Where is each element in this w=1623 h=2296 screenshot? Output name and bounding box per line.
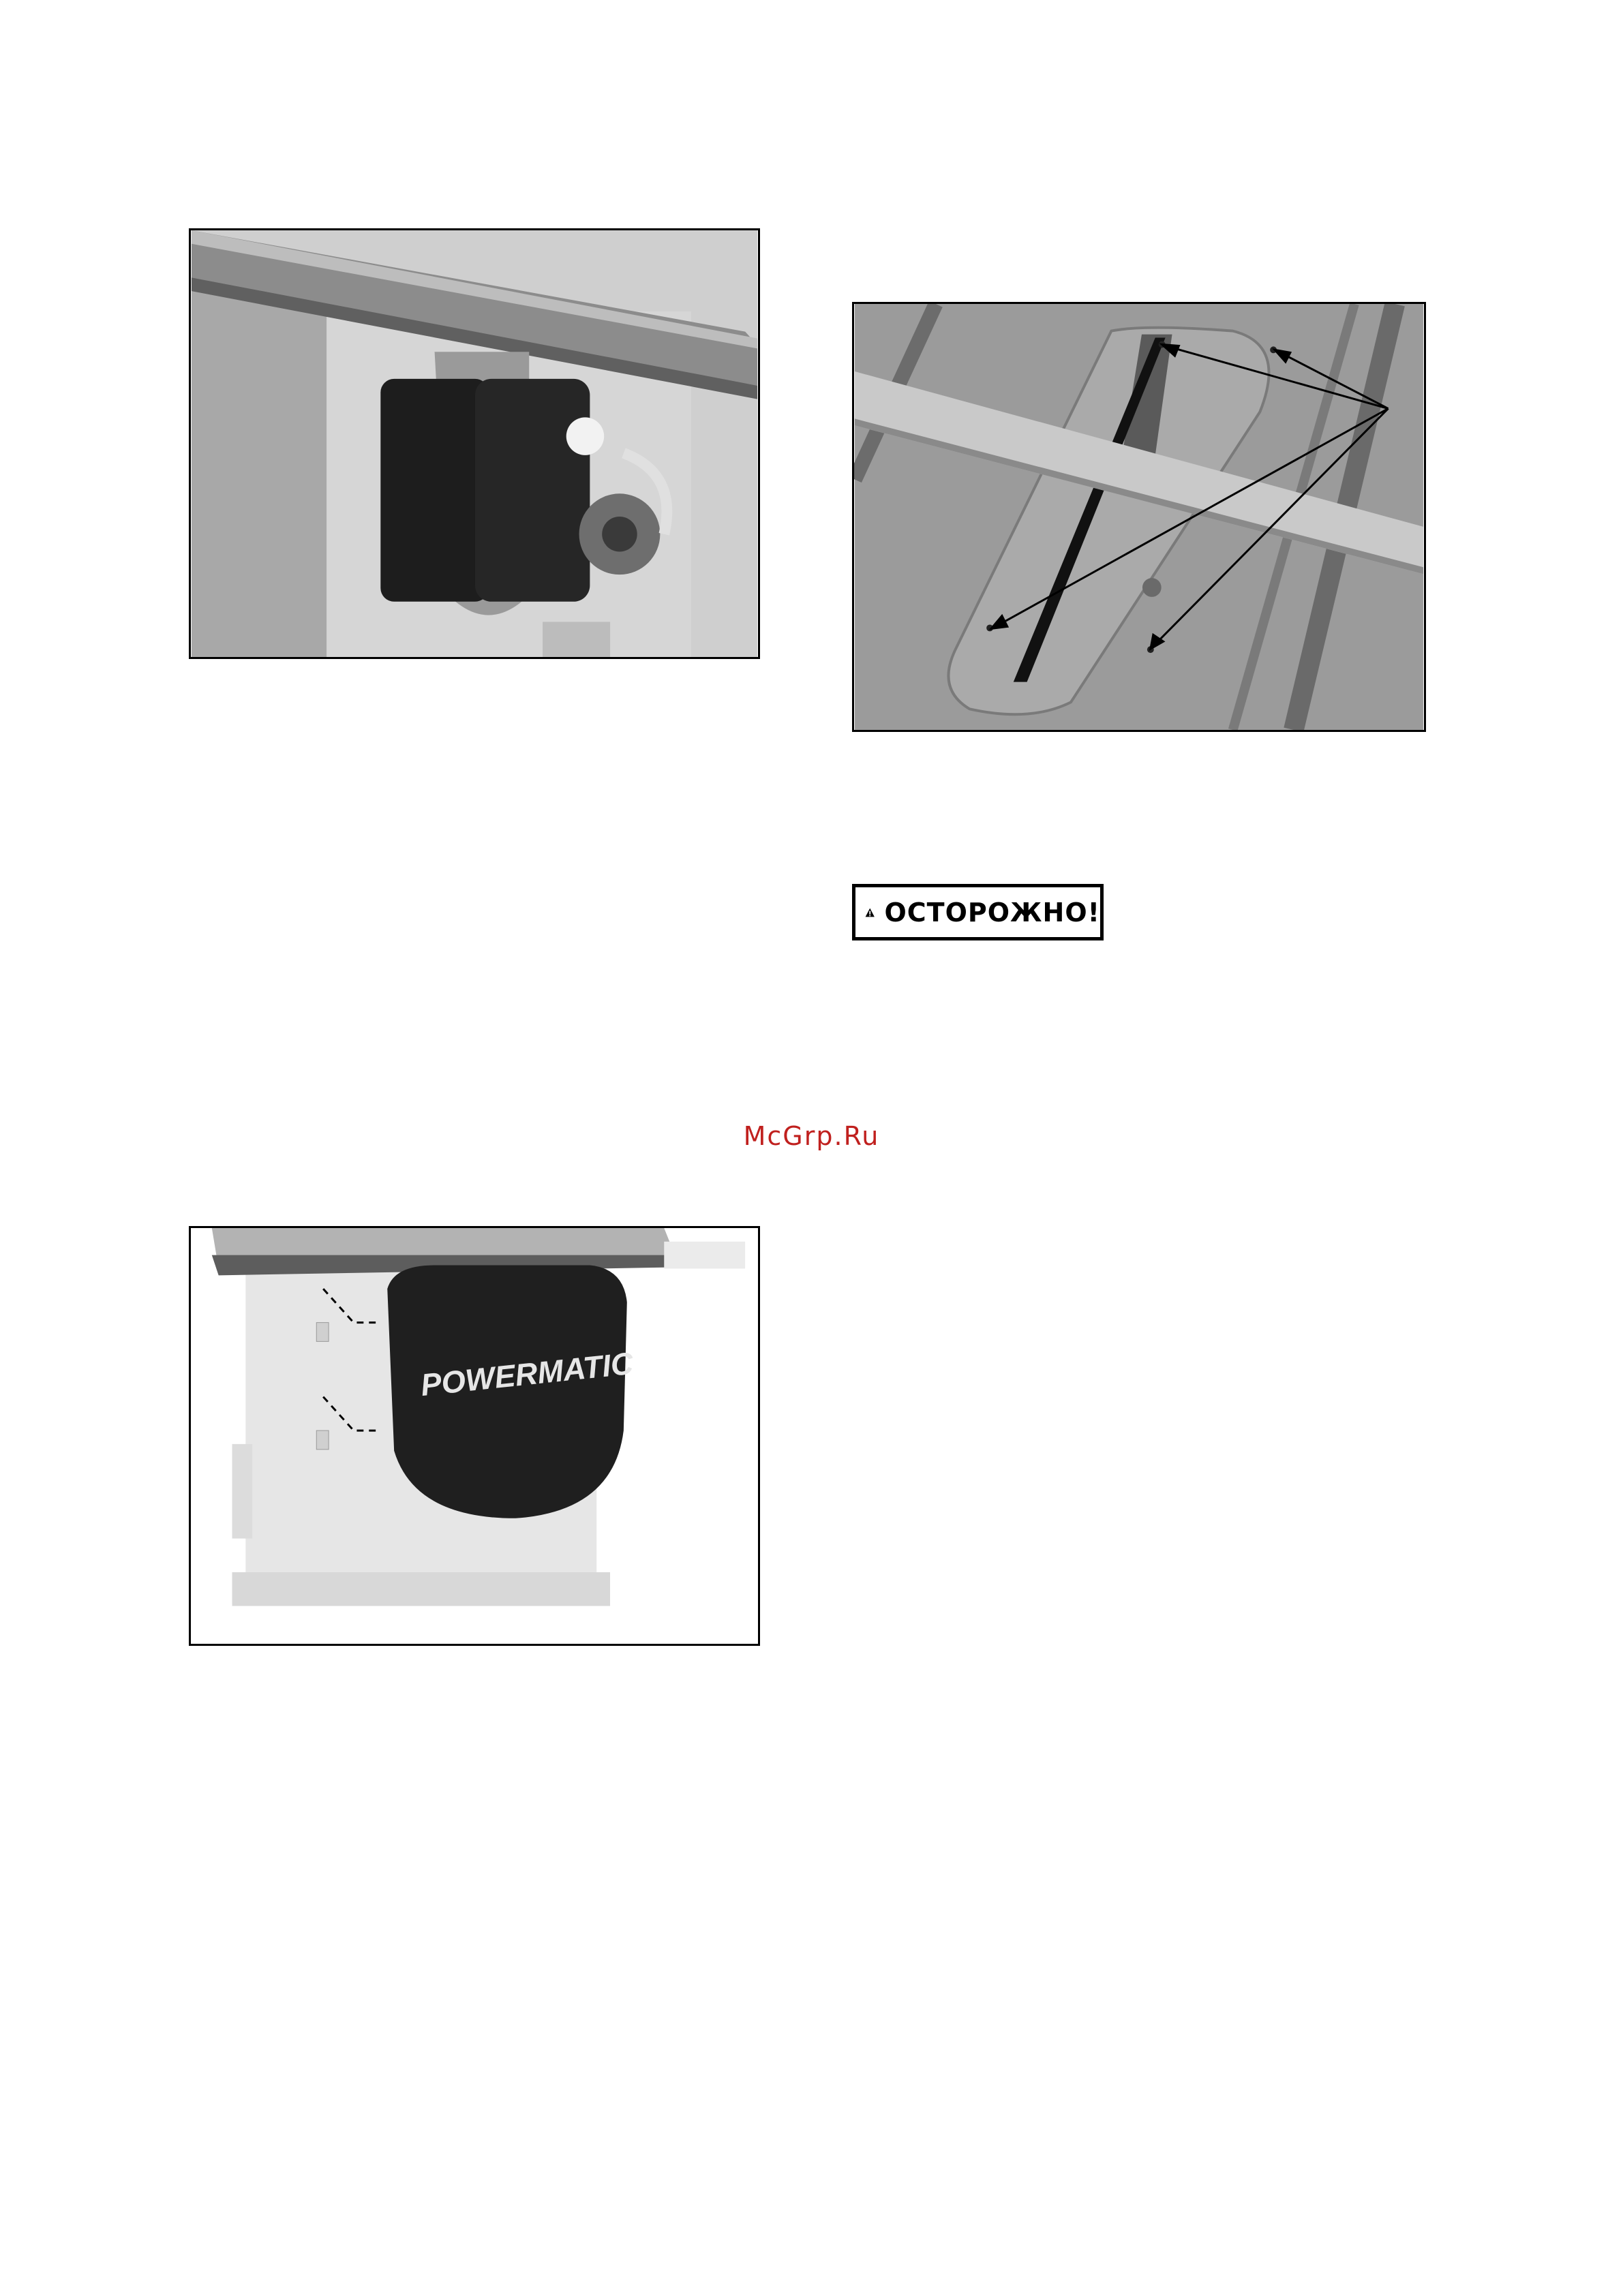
belt-cover-photo-icon (191, 1228, 758, 1644)
motor-cover-figure (189, 228, 760, 659)
warning-triangle-icon (865, 896, 875, 929)
table-insert-photo-icon (854, 304, 1424, 730)
caution-label (852, 884, 1104, 940)
belt-cover-figure (189, 1226, 760, 1646)
watermark-text: McGrp.Ru (743, 1121, 880, 1151)
caution-text: ОСТОРОЖНО! (884, 897, 1100, 928)
table-insert-figure (852, 302, 1426, 732)
powermatic-logo: POWERMATIC (419, 1345, 635, 1403)
motor-cover-photo-icon (191, 230, 758, 657)
